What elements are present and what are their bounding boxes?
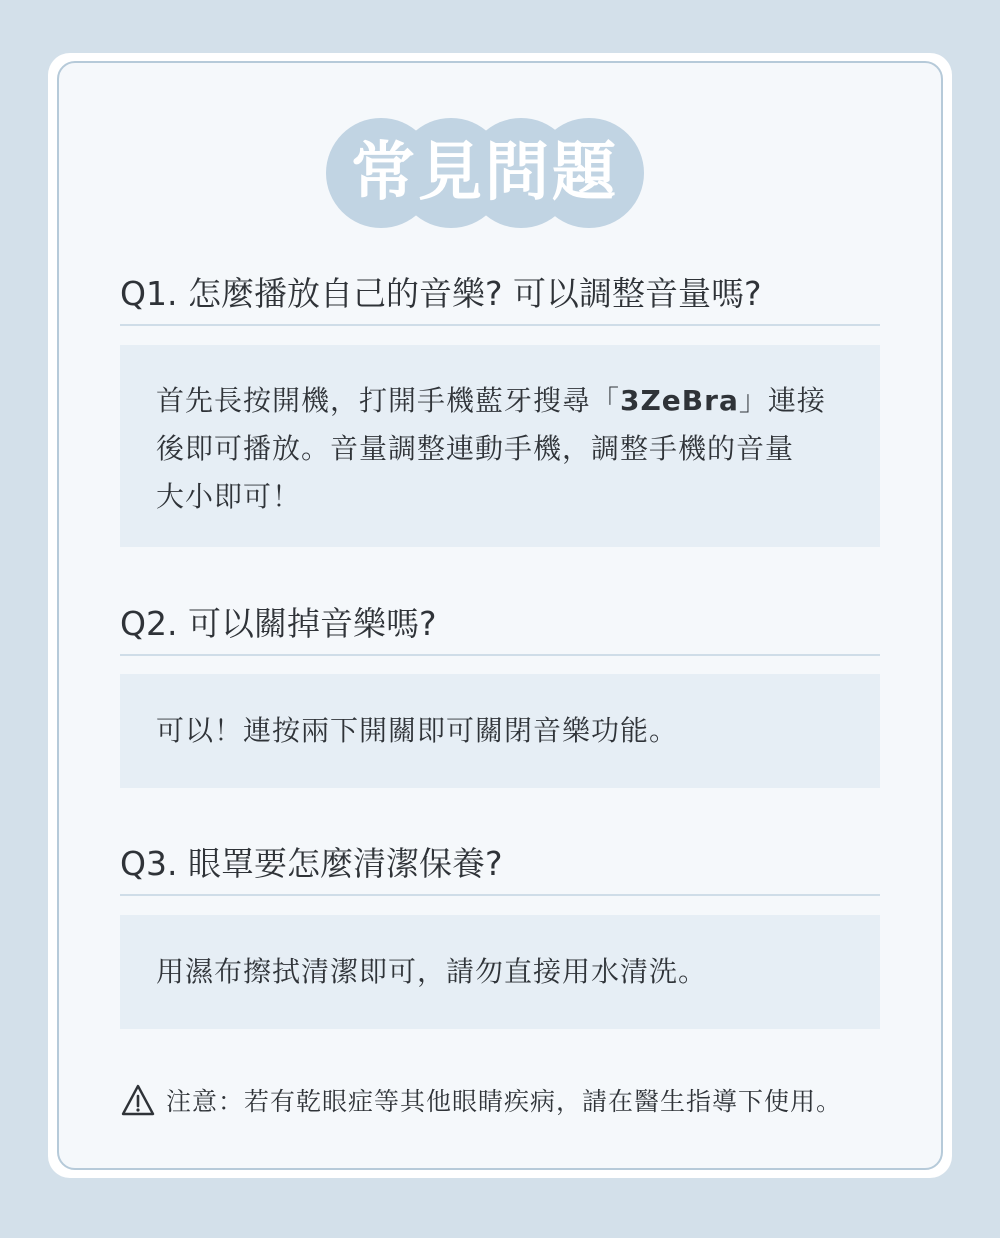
answer-line: 用濕布擦拭清潔即可，請勿直接用水清洗。 bbox=[156, 955, 708, 988]
faq-answer-3 bbox=[120, 915, 880, 1029]
faq-answer-2 bbox=[120, 674, 880, 788]
faq-answer-1 bbox=[120, 345, 880, 547]
brand-name: 3ZeBra bbox=[620, 384, 739, 417]
answer-line: 大小即可！ bbox=[156, 480, 302, 513]
divider bbox=[120, 894, 880, 896]
answer-line: 可以！連按兩下開關即可關閉音樂功能。 bbox=[156, 714, 679, 747]
page-title: 常見問題 bbox=[351, 136, 619, 210]
notice bbox=[120, 1080, 842, 1120]
divider bbox=[120, 324, 880, 326]
divider bbox=[120, 654, 880, 656]
answer-line: 後即可播放。音量調整連動手機，調整手機的音量 bbox=[156, 432, 795, 465]
warning-triangle-icon bbox=[120, 1083, 156, 1117]
faq-question-1: Q1. 怎麼播放自己的音樂? 可以調整音量嗎? bbox=[120, 274, 762, 313]
faq-question-2: Q2. 可以關掉音樂嗎? bbox=[120, 604, 437, 643]
answer-line: 首先長按開機，打開手機藍牙搜尋「3ZeBra」連接 bbox=[156, 384, 826, 417]
faq-question-3: Q3. 眼罩要怎麼清潔保養? bbox=[120, 844, 503, 883]
notice-text: 注意：若有乾眼症等其他眼睛疾病，請在醫生指導下使用。 bbox=[166, 1087, 843, 1116]
